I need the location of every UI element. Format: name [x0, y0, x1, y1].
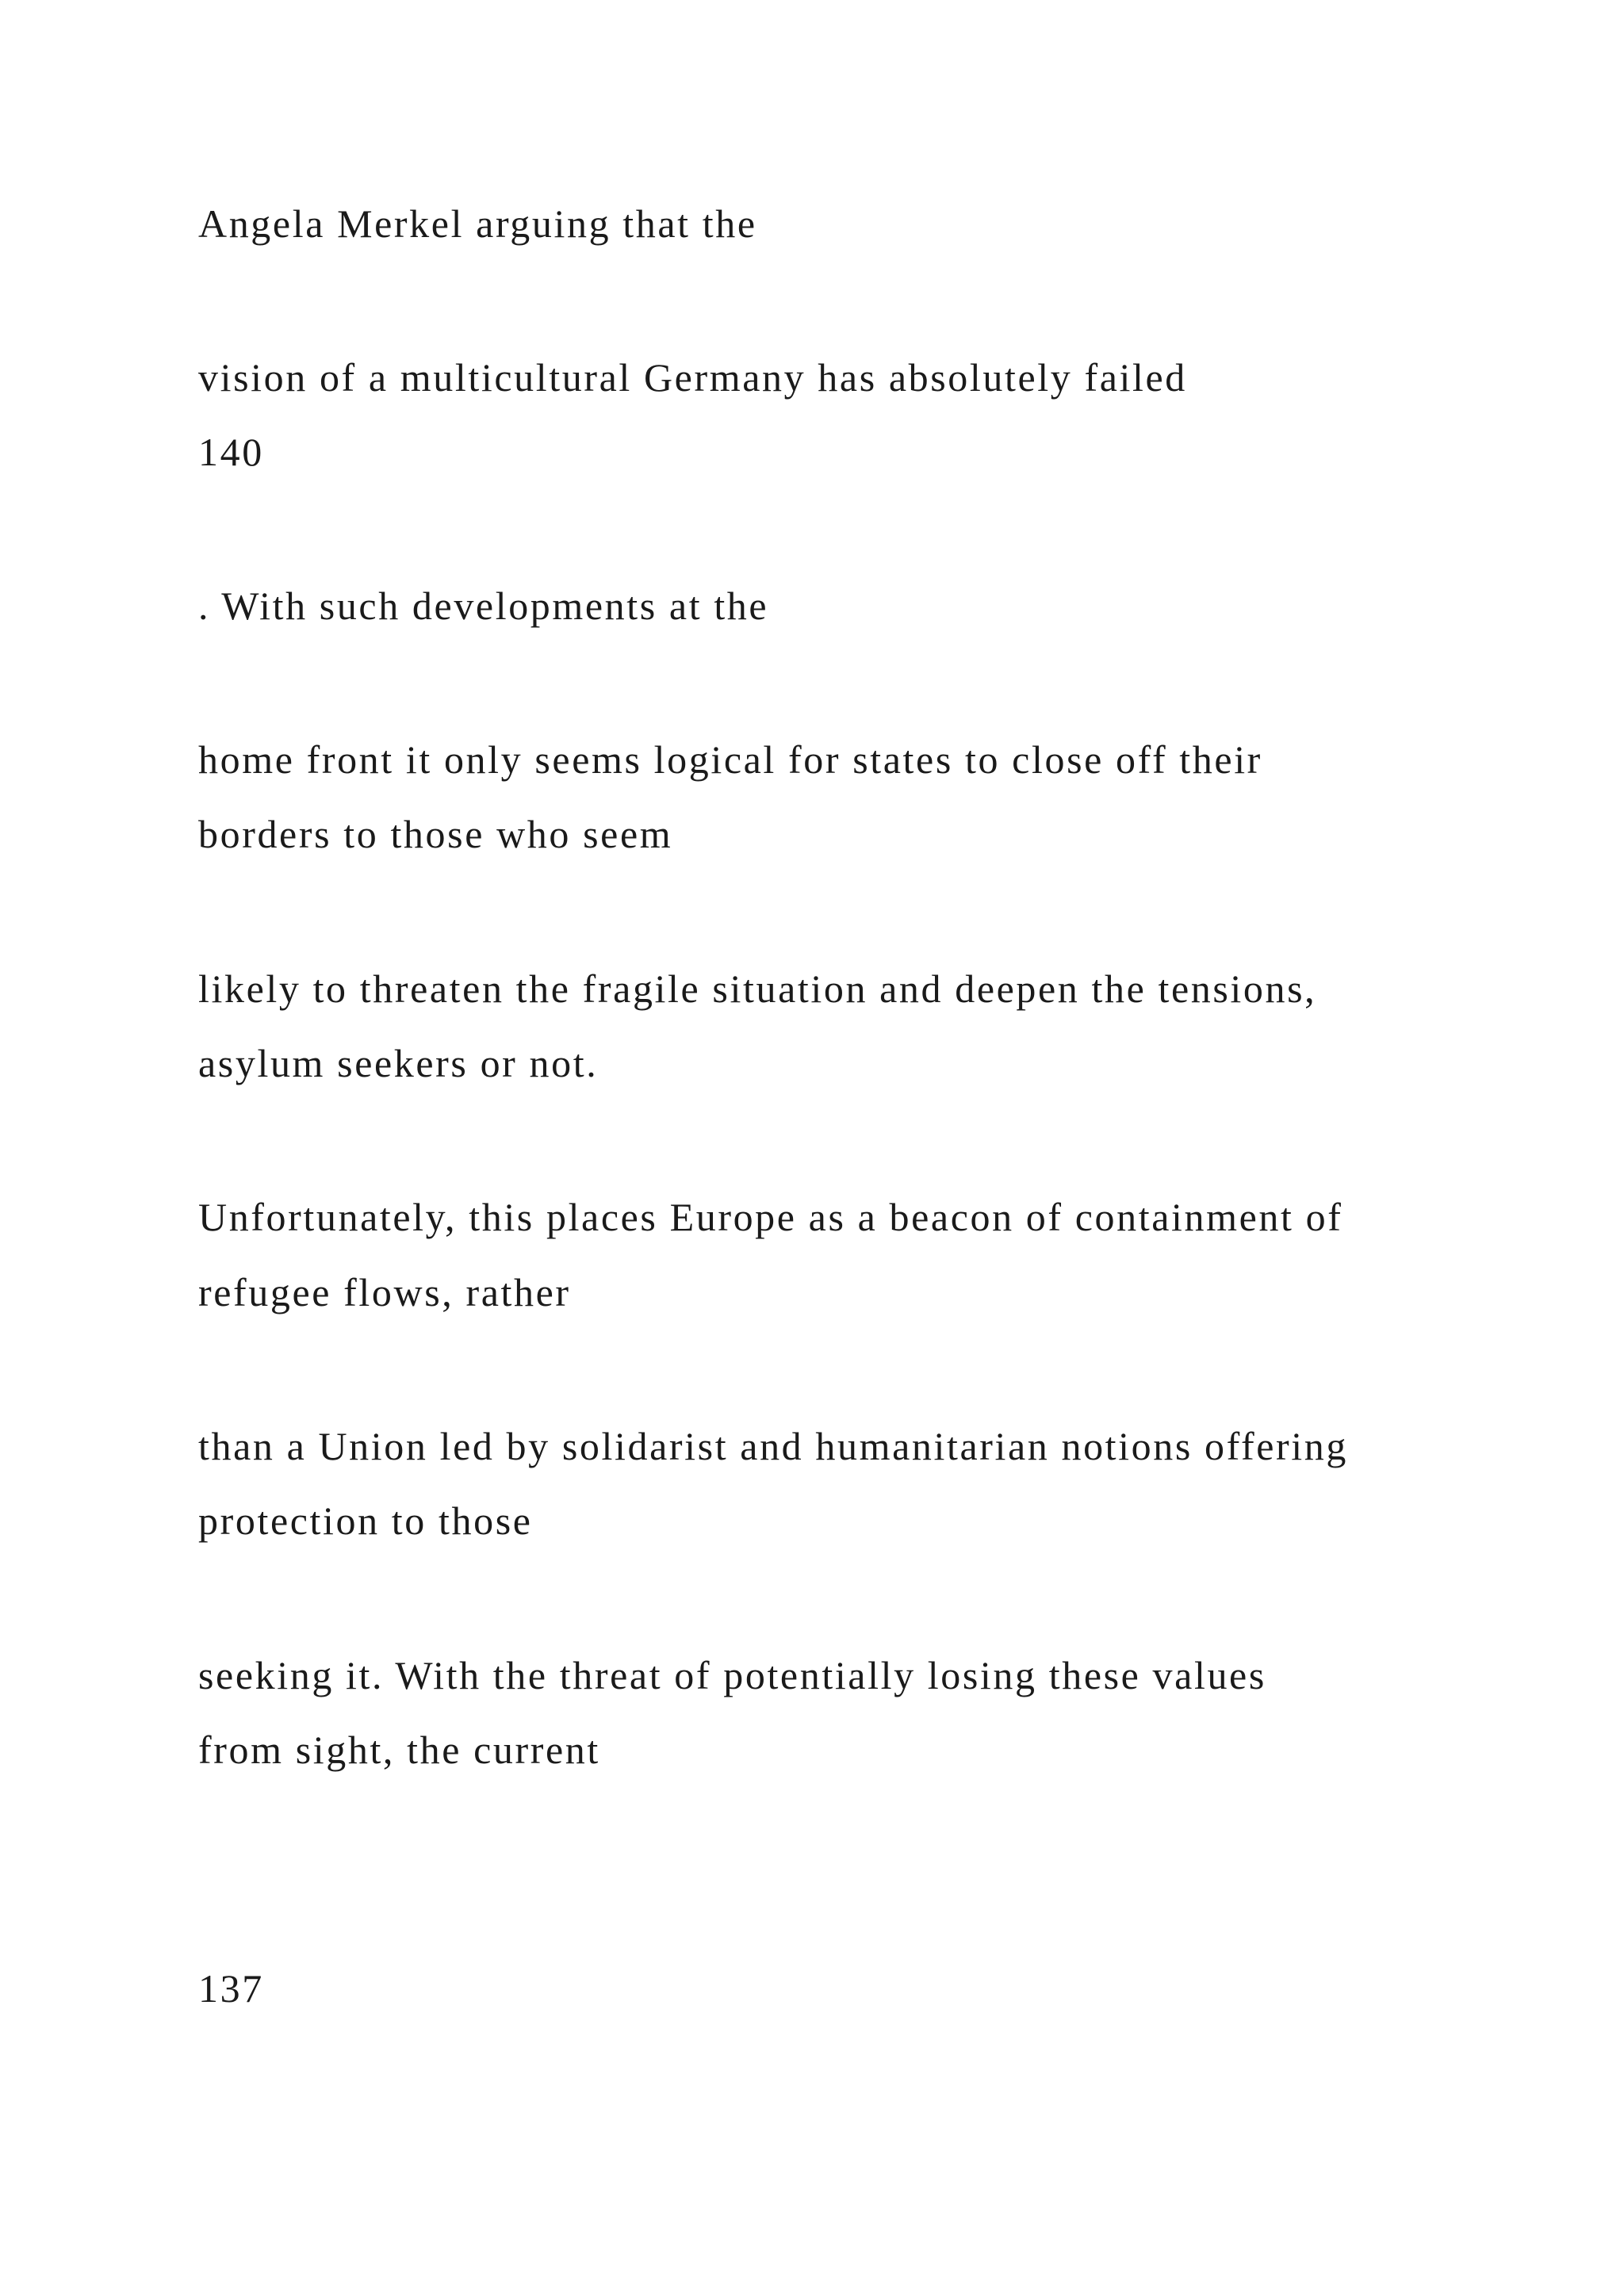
text-line: protection to those	[198, 1498, 533, 1543]
text-line: borders to those who seem	[198, 812, 673, 856]
text-line: . With such developments at the	[198, 584, 769, 628]
text-line: Angela Merkel arguing that the	[198, 201, 757, 246]
text-line: asylum seekers or not.	[198, 1041, 599, 1085]
text-line: vision of a multicultural Germany has absolutely failed	[198, 355, 1187, 400]
footnote-reference: 140	[198, 430, 264, 474]
text-line: likely to threaten the fragile situation and deepen the tensions,	[198, 966, 1317, 1011]
text-line: from sight, the current	[198, 1728, 600, 1772]
text-line: than a Union led by solidarist and humanitarian notions offering	[198, 1424, 1348, 1468]
page-number: 137	[198, 1966, 264, 2011]
text-line: Unfortunately, this places Europe as a beacon of containment of	[198, 1195, 1343, 1239]
text-line: seeking it. With the threat of potentially losing these values	[198, 1653, 1266, 1697]
text-line: home front it only seems logical for states to close off their	[198, 737, 1262, 782]
text-line: refugee flows, rather	[198, 1270, 571, 1314]
